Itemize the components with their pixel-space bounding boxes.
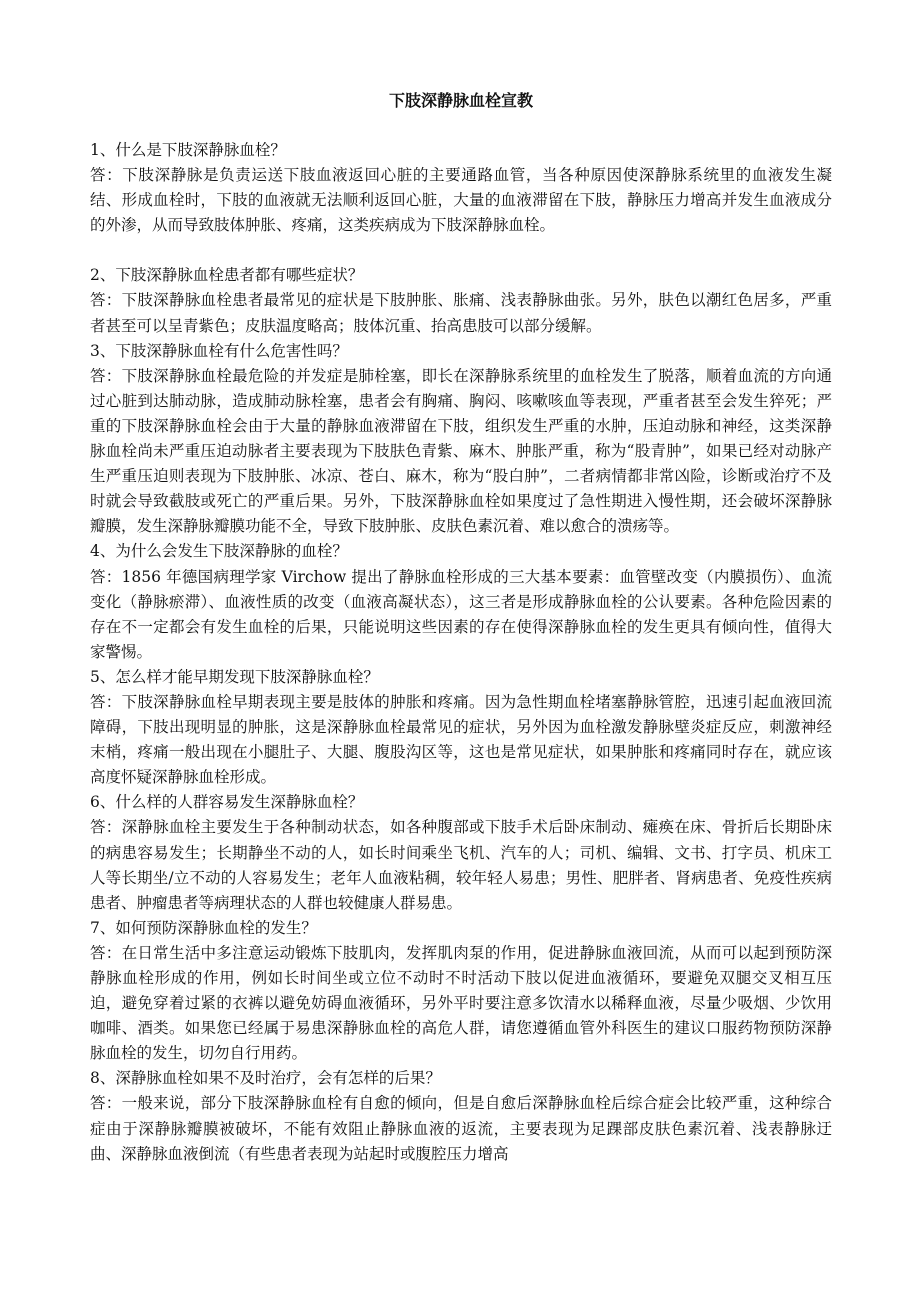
qa-section-5 [90, 665, 832, 790]
qa-section-7 [90, 916, 832, 1067]
qa-section-3 [90, 339, 832, 540]
answer-7: 答：在日常生活中多注意运动锻炼下肢肌肉，发挥肌肉泵的作用，促进静脉血液回流，从而可以起到预防深静脉血栓形成的作用，例如长时间坐或立位不动时不时活动下肢以促进血液循环，要避免双腿交叉相互压迫，避免穿着过紧的衣裤以避免妨碍血液循环，另外平时要注意多饮清水以稀释血液，尽量少吸烟、少饮用咖啡、酒类。如果您已经属于易患深静脉血栓的高危人群，请您遵循血管外科医生的建议口服药物预防深静脉血栓的发生，切勿自行用药。 [90, 943, 832, 1063]
answer-4: 答：1856 年德国病理学家 Virchow 提出了静脉血栓形成的三大基本要素：血管壁改变（内膜损伤）、血流变化（静脉瘀滞）、血液性质的改变（血液高凝状态），这三者是形成静脉血栓的公认要素。各种危险因素的存在不一定都会有发生血栓的后果，只能说明这些因素的存在使得深静脉血栓的发生更具有倾向性，值得大家警惕。 [90, 567, 832, 661]
question-5: 5、怎么样才能早期发现下肢深静脉血栓？ [90, 667, 379, 686]
answer-8: 答：一般来说，部分下肢深静脉血栓有自愈的倾向，但是自愈后深静脉血栓后综合症会比较严重，这种综合症由于深静脉瓣膜被破坏，不能有效阻止静脉血液的返流，主要表现为足踝部皮肤色素沉着、浅表静脉迂曲、深静脉血液倒流（有些患者表现为站起时或腹腔压力增高 [90, 1094, 832, 1163]
question-4: 4、为什么会发生下肢深静脉的血栓？ [90, 542, 348, 561]
question-7: 7、如何预防深静脉血栓的发生？ [90, 918, 317, 937]
answer-3: 答：下肢深静脉血栓最危险的并发症是肺栓塞，即长在深静脉系统里的血栓发生了脱落，顺着血流的方向通过心脏到达肺动脉，造成肺动脉栓塞，患者会有胸痛、胸闷、咳嗽咳血等表现，严重者甚至会发生猝死；严重的下肢深静脉血栓会由于大量的静脉血液滞留在下肢，组织发生严重的水肿，压迫动脉和神经，这类深静脉血栓尚未严重压迫动脉者主要表现为下肢肤色青紫、麻木、肿胀严重，称为“股青肿”，如果已经对动脉产生严重压迫则表现为下肢肿胀、冰凉、苍白、麻木，称为“股白肿”，二者病情都非常凶险，诊断或治疗不及时就会导致截肢或死亡的严重后果。另外，下肢深静脉血栓如果度过了急性期进入慢性期，还会破坏深静脉瓣膜，发生深静脉瓣膜功能不全，导致下肢肿胀、皮肤色素沉着、难以愈合的溃疡等。 [90, 366, 832, 536]
answer-1: 答：下肢深静脉是负责运送下肢血液返回心脏的主要通路血管，当各种原因使深静脉系统里的血液发生凝结、形成血栓时，下肢的血液就无法顺利返回心脏，大量的血液滞留在下肢，静脉压力增高并发生血液成分的外渗，从而导致肢体肿胀、疼痛，这类疾病成为下肢深静脉血栓。 [90, 166, 832, 235]
question-3: 3、下肢深静脉血栓有什么危害性吗？ [90, 341, 348, 360]
qa-section-1 [90, 138, 832, 238]
qa-section-4 [90, 539, 832, 664]
qa-section-8 [90, 1066, 832, 1166]
answer-2: 答：下肢深静脉血栓患者最常见的症状是下肢肿胀、胀痛、浅表静脉曲张。另外，肤色以潮红色居多，严重者甚至可以呈青紫色；皮肤温度略高；肢体沉重、抬高患肢可以部分缓解。 [90, 291, 832, 335]
answer-5: 答：下肢深静脉血栓早期表现主要是肢体的肿胀和疼痛。因为急性期血栓堵塞静脉管腔，迅速引起血液回流障碍，下肢出现明显的肿胀，这是深静脉血栓最常见的症状，另外因为血栓激发静脉壁炎症反应，刺激神经末梢，疼痛一般出现在小腿肚子、大腿、腹股沟区等，这也是常见症状，如果肿胀和疼痛同时存在，就应该高度怀疑深静脉血栓形成。 [90, 692, 832, 787]
document-page [90, 88, 832, 1167]
question-1: 1、什么是下肢深静脉血栓？ [90, 141, 286, 159]
qa-section-2 [90, 263, 832, 338]
question-8: 8、深静脉血栓如果不及时治疗，会有怎样的后果？ [90, 1069, 441, 1088]
answer-6: 答：深静脉血栓主要发生于各种制动状态，如各种腹部或下肢手术后卧床制动、瘫痪在床、骨折后长期卧床的病患容易发生；长期静坐不动的人，如长时间乘坐飞机、汽车的人；司机、编辑、文书、打字员、机床工人等长期坐/立不动的人容易发生；老年人血液粘稠，较年轻人易患；男性、肥胖者、肾病患者、免疫性疾病患者、肿瘤患者等病理状态的人群也较健康人群易患。 [90, 818, 832, 912]
document-title: 下肢深静脉血栓宣教 [388, 91, 533, 110]
qa-section-6 [90, 790, 832, 915]
question-2: 2、下肢深静脉血栓患者都有哪些症状？ [90, 266, 364, 285]
question-6: 6、什么样的人群容易发生深静脉血栓？ [90, 793, 364, 812]
